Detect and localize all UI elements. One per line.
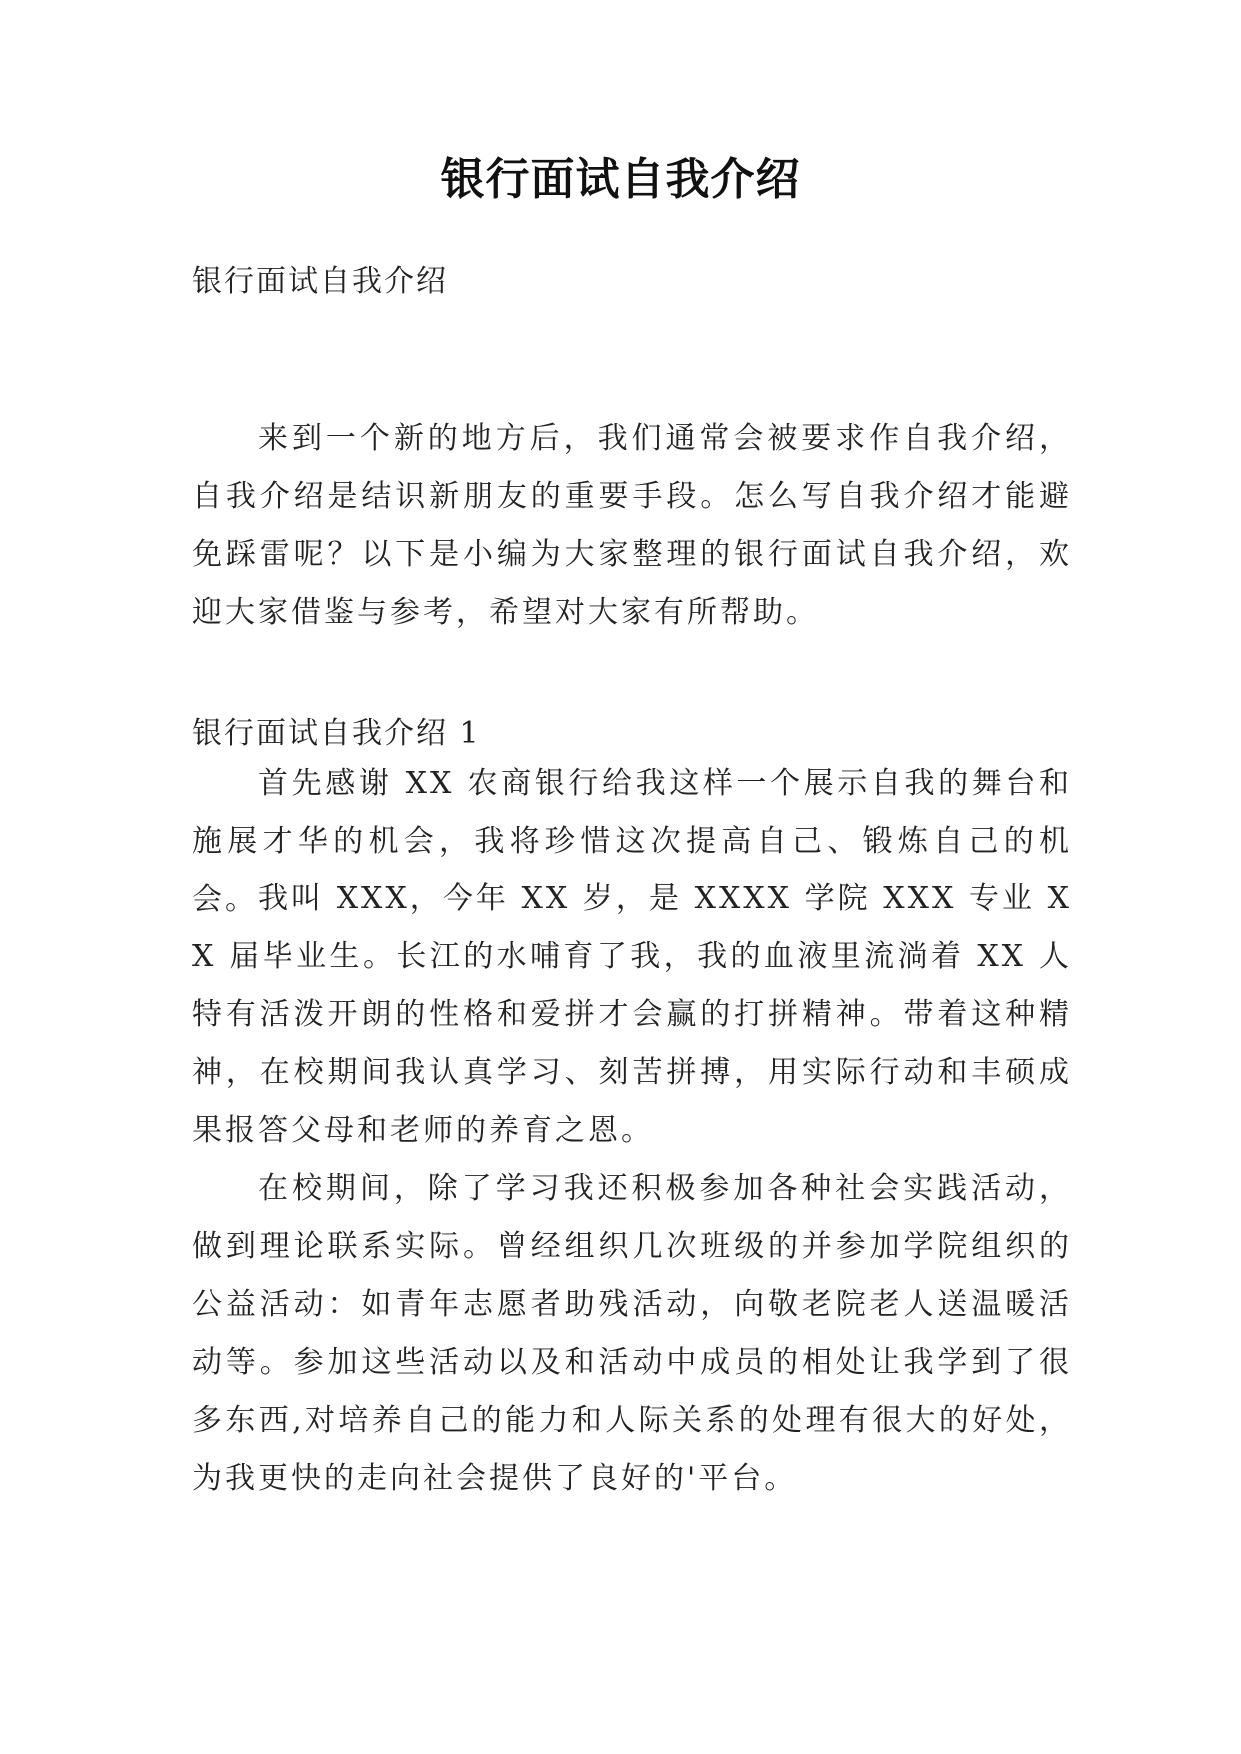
document-title: 银行面试自我介绍 xyxy=(440,154,801,205)
body-paragraph-2: 我叫 XXX，今年 XX 岁，是 XXXX 学院 XXX 专业 XX 届毕业生。长江的水哺育了我，我的血液里流淌着 XX 人特有活泼开朗的性格和爱拼才会赢的打拼精神。带着这种精神，在校期间我认真学习、刻苦拼搏，用实际行动和丰硕成果报答父母和老师的养育之恩。 xyxy=(192,881,1072,1148)
body-paragraph-3: 在校期间，除了学习我还积极参加各种社会实践活动，做到理论联系实际。曾经组织几次班级的并参加学院组织的公益活动：如青年志愿者助残活动，向敬老院老人送温暖活动等。参加这些活动以及和活动中成员的相处让我学到了很多东西,对培养自己的能力和人际关系的处理有很大的好处，为我更快的走向社会提供了良好的'平台。 xyxy=(192,1171,1072,1496)
intro-paragraph: 来到一个新的地方后，我们通常会被要求作自我介绍，自我介绍是结识新朋友的重要手段。怎么写自我介绍才能避免踩雷呢？以下是小编为大家整理的银行面试自我介绍，欢迎大家借鉴与参考，希望对大家有所帮助。 xyxy=(192,421,1072,630)
section-heading: 银行面试自我介绍 1 xyxy=(192,716,481,751)
document-subtitle: 银行面试自我介绍 xyxy=(192,264,448,299)
body-paragraph-1: 首先感谢 XX 农商银行给我这样一个展示自我的舞台和施展才华的机会，我将珍惜这次提高自己、锻炼自己的机会。 xyxy=(192,766,1072,917)
